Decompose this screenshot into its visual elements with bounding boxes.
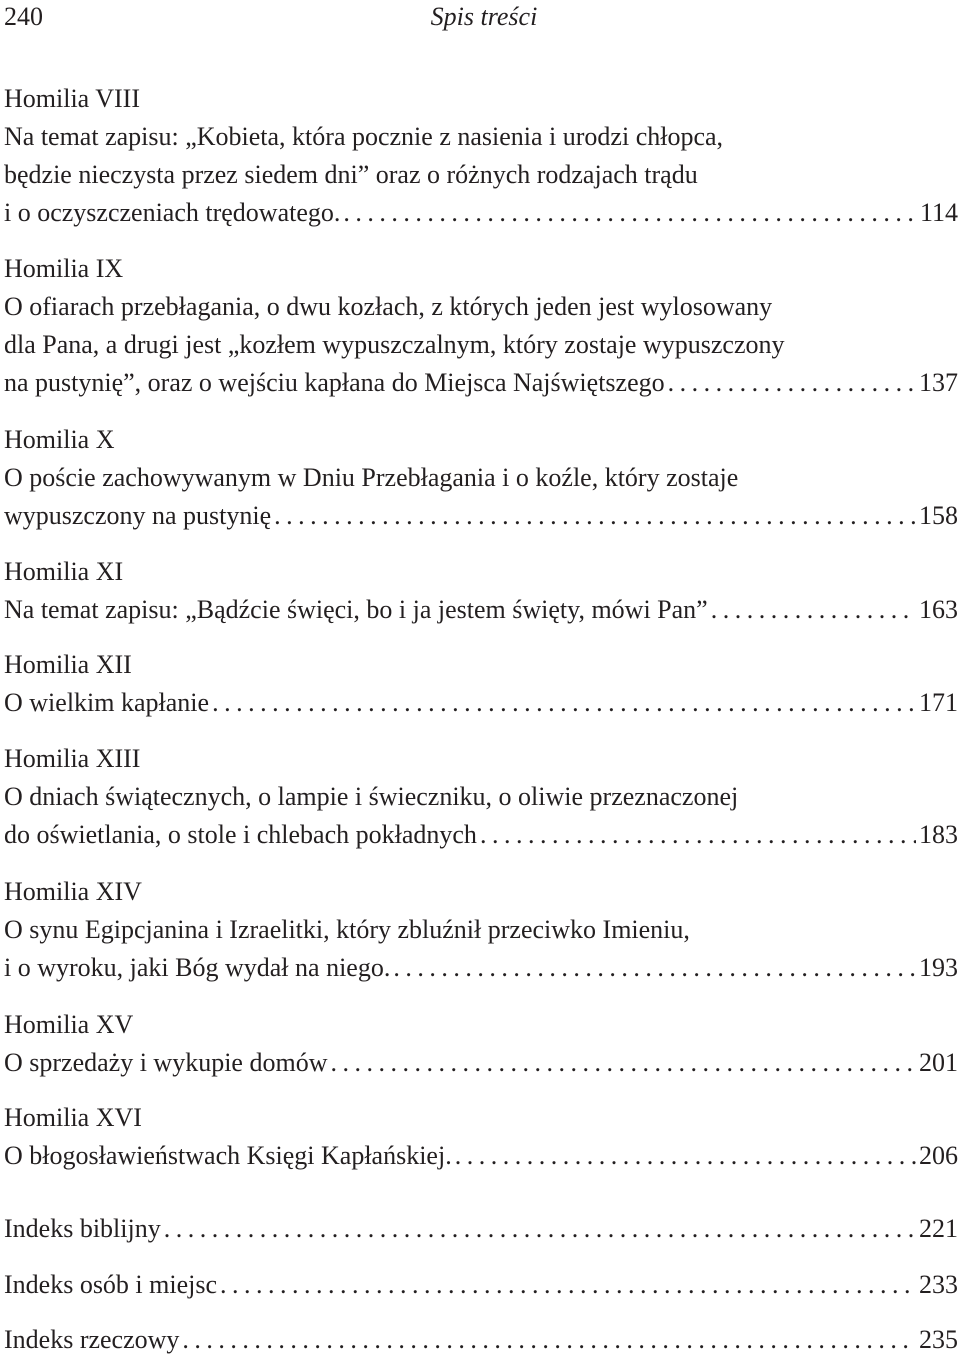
toc-entry-index-biblical[interactable] bbox=[4, 1210, 958, 1248]
entry-description-line: Na temat zapisu: „Bądźcie święci, bo i ja jestem święty, mówi Pan” bbox=[4, 595, 708, 624]
entry-title: Homilia VIII bbox=[4, 84, 140, 113]
entry-description-line: O synu Egipcjanina i Izraelitki, który zbluźnił przeciwko Imieniu, bbox=[4, 915, 690, 944]
page-reference[interactable]: 137 bbox=[919, 368, 958, 397]
toc-entry-homilia-xiii[interactable] bbox=[4, 740, 958, 854]
entry-title: Homilia XV bbox=[4, 1010, 134, 1039]
dot-leader bbox=[668, 364, 916, 402]
toc-entry-homilia-xiv[interactable] bbox=[4, 873, 958, 987]
dot-leader bbox=[393, 949, 916, 987]
entry-description-line: i o wyroku, jaki Bóg wydał na niego. bbox=[4, 953, 391, 982]
toc-entry-homilia-xi[interactable] bbox=[4, 553, 958, 629]
entry-last-line bbox=[4, 816, 958, 854]
dot-leader bbox=[274, 497, 916, 535]
index-label: Indeks biblijny bbox=[4, 1214, 161, 1243]
toc-entry-homilia-xvi[interactable] bbox=[4, 1099, 958, 1175]
entry-last-line bbox=[4, 497, 958, 535]
entry-description-line: O ofiarach przebłagania, o dwu kozłach, z których jeden jest wylosowany bbox=[4, 292, 773, 321]
running-title: Spis treści bbox=[430, 2, 538, 31]
entry-title: Homilia XII bbox=[4, 650, 132, 679]
dot-leader bbox=[711, 591, 916, 629]
dot-leader bbox=[164, 1210, 916, 1248]
page-reference[interactable]: 235 bbox=[919, 1325, 958, 1354]
page-reference[interactable]: 163 bbox=[919, 595, 958, 624]
page-reference[interactable]: 183 bbox=[919, 820, 958, 849]
entry-description-line: O dniach świątecznych, o lampie i świeczniku, o oliwie przeznaczonej bbox=[4, 782, 739, 811]
entry-description-line: O sprzedaży i wykupie domów bbox=[4, 1048, 328, 1077]
entry-description-line: dla Pana, a drugi jest „kozłem wypuszczalnym, który zostaje wypuszczony bbox=[4, 330, 785, 359]
entry-title: Homilia IX bbox=[4, 254, 124, 283]
dot-leader bbox=[330, 1044, 916, 1082]
toc-entry-homilia-x[interactable] bbox=[4, 421, 958, 535]
toc-entry-homilia-ix[interactable] bbox=[4, 250, 958, 402]
toc-entry-index-subject[interactable] bbox=[4, 1321, 958, 1359]
page-number: 240 bbox=[4, 2, 43, 31]
running-head bbox=[0, 0, 960, 34]
entry-last-line bbox=[4, 949, 958, 987]
entry-last-line bbox=[4, 1044, 958, 1082]
page-reference[interactable]: 201 bbox=[919, 1048, 958, 1077]
dot-leader bbox=[182, 1321, 916, 1359]
index-label: Indeks rzeczowy bbox=[4, 1325, 180, 1354]
toc-entry-homilia-viii[interactable] bbox=[4, 80, 958, 232]
entry-last-line bbox=[4, 194, 958, 232]
entry-description-line: do oświetlania, o stole i chlebach pokładnych bbox=[4, 820, 477, 849]
entry-title: Homilia XI bbox=[4, 557, 124, 586]
dot-leader bbox=[480, 816, 916, 854]
index-label: Indeks osób i miejsc bbox=[4, 1270, 218, 1299]
page-reference[interactable]: 193 bbox=[919, 953, 958, 982]
entry-description-line: na pustynię”, oraz o wejściu kapłana do Miejsca Najświętszego bbox=[4, 368, 665, 397]
dot-leader bbox=[455, 1137, 916, 1175]
page-reference[interactable]: 233 bbox=[919, 1270, 958, 1299]
entry-last-line bbox=[4, 684, 958, 722]
dot-leader bbox=[343, 194, 917, 232]
toc-entry-homilia-xii[interactable] bbox=[4, 646, 958, 722]
entry-last-line bbox=[4, 1321, 958, 1359]
entry-title: Homilia XIII bbox=[4, 744, 141, 773]
page-reference[interactable]: 114 bbox=[919, 198, 958, 227]
entry-last-line bbox=[4, 1266, 958, 1304]
entry-description-line: będzie nieczysta przez siedem dni” oraz o różnych rodzajach trądu bbox=[4, 160, 698, 189]
entry-last-line bbox=[4, 364, 958, 402]
page-reference[interactable]: 206 bbox=[919, 1141, 958, 1170]
entry-title: Homilia X bbox=[4, 425, 115, 454]
entry-description-line: O poście zachowywanym w Dniu Przebłagania i o koźle, który zostaje bbox=[4, 463, 739, 492]
entry-description-line: wypuszczony na pustynię bbox=[4, 501, 272, 530]
toc-entry-index-persons-places[interactable] bbox=[4, 1266, 958, 1304]
entry-last-line bbox=[4, 1210, 958, 1248]
page-reference[interactable]: 171 bbox=[919, 688, 958, 717]
entry-title: Homilia XIV bbox=[4, 877, 142, 906]
page-reference[interactable]: 158 bbox=[919, 501, 958, 530]
entry-description-line: Na temat zapisu: „Kobieta, która pocznie z nasienia i urodzi chłopca, bbox=[4, 122, 724, 151]
dot-leader bbox=[220, 1266, 916, 1304]
entry-description-line: O błogosławieństwach Księgi Kapłańskiej. bbox=[4, 1141, 452, 1170]
toc-entry-homilia-xv[interactable] bbox=[4, 1006, 958, 1082]
page-reference[interactable]: 221 bbox=[919, 1214, 958, 1243]
dot-leader bbox=[212, 684, 916, 722]
entry-description-line: i o oczyszczeniach trędowatego. bbox=[4, 198, 341, 227]
entry-last-line bbox=[4, 591, 958, 629]
entry-description-line: O wielkim kapłanie bbox=[4, 688, 210, 717]
entry-title: Homilia XVI bbox=[4, 1103, 142, 1132]
entry-last-line bbox=[4, 1137, 958, 1175]
